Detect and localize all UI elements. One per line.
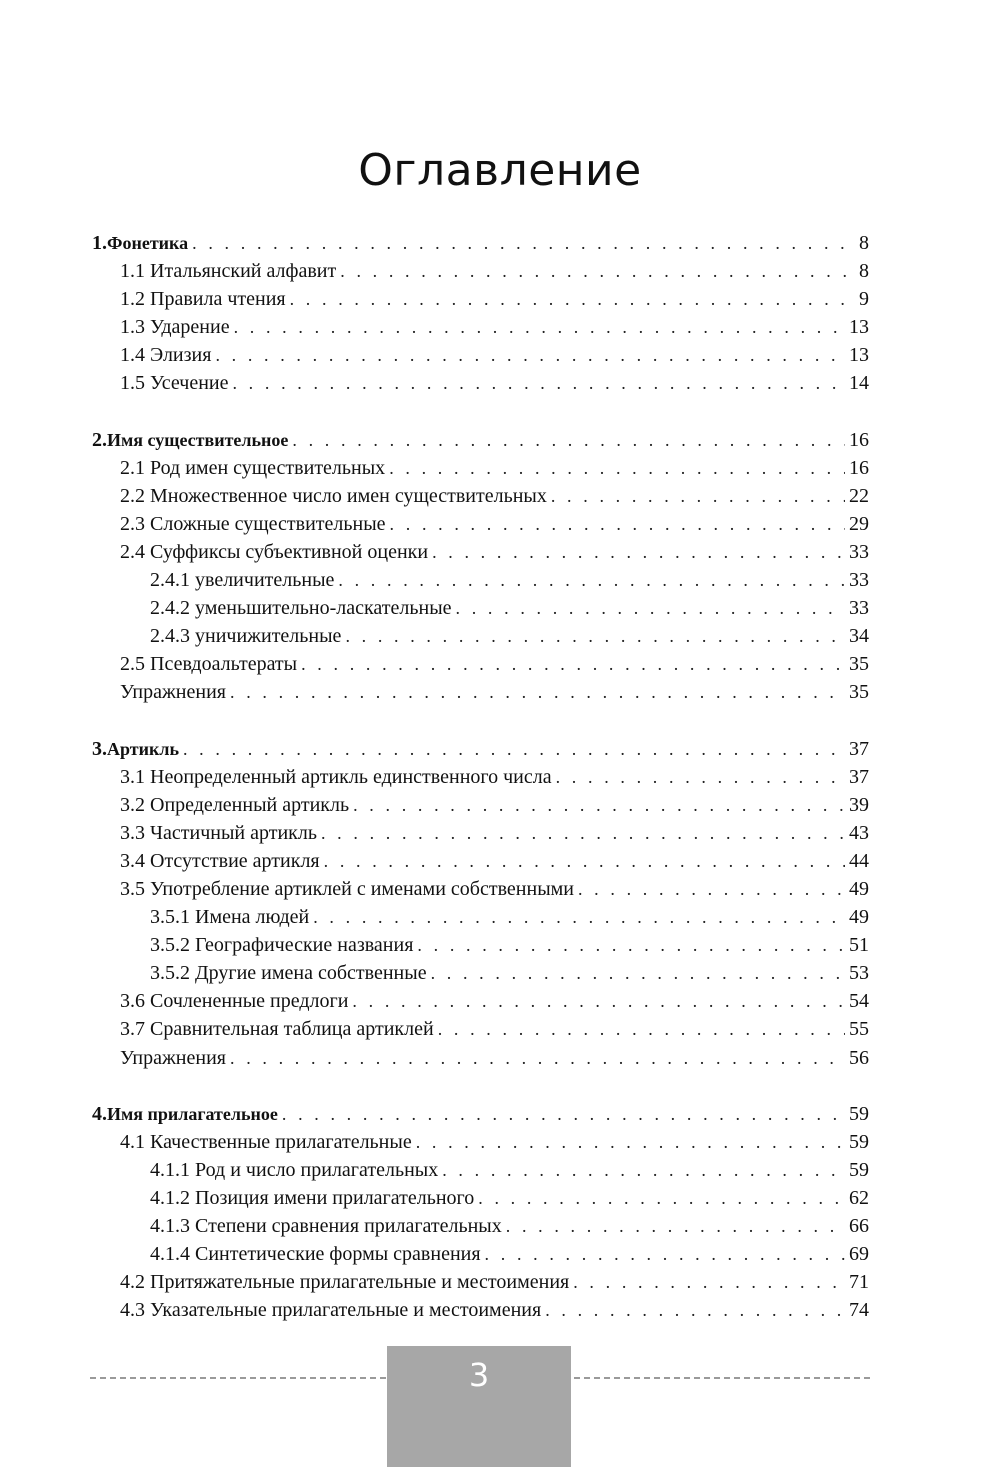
entry-label: 2.4 Суффиксы субъективной оценки: [120, 540, 429, 563]
toc-chapter-entry[interactable]: [92, 735, 869, 763]
toc-subsection-entry[interactable]: [92, 1156, 869, 1184]
entry-label: 2.4.1 увеличительные: [150, 569, 335, 592]
entry-label: 4.1.2 Позиция имени прилагательного: [150, 1186, 475, 1209]
page-ref: 69: [849, 1243, 869, 1266]
toc-subsection-entry[interactable]: [92, 931, 869, 959]
toc-subsection-entry[interactable]: [92, 1212, 869, 1240]
entry-label: 2.5 Псевдоальтераты: [120, 653, 298, 676]
dot-leader: [321, 819, 845, 847]
toc-section-entry[interactable]: [92, 987, 869, 1015]
footer-dashed-rule-left: [90, 1377, 386, 1379]
entry-label: Упражнения: [120, 1046, 226, 1069]
toc-subsection-entry[interactable]: [92, 1184, 869, 1212]
toc-section-entry[interactable]: [92, 763, 869, 791]
toc-chapter-entry[interactable]: [92, 426, 869, 454]
toc-section: [92, 1100, 869, 1325]
entry-label: 1.2 Правила чтения: [120, 288, 286, 311]
toc-section-entry[interactable]: [92, 285, 869, 313]
dot-leader: [556, 763, 845, 791]
dot-leader: [324, 847, 845, 875]
chapter-title: Фонетика: [107, 233, 189, 253]
entry-label: 1.5 Усечение: [120, 372, 229, 395]
entry-label: 3.5.2 Другие имена собственные: [150, 962, 427, 985]
dot-leader: [301, 650, 845, 678]
toc-section-entry[interactable]: [92, 847, 869, 875]
dot-leader: [551, 482, 845, 510]
entry-label: 4.1.4 Синтетические формы сравнения: [150, 1243, 481, 1266]
page-ref: 16: [849, 456, 869, 479]
dot-leader: [442, 1156, 845, 1184]
toc-section-entry[interactable]: [92, 1044, 869, 1072]
dot-leader: [578, 875, 845, 903]
dot-leader: [506, 1212, 845, 1240]
entry-label: 2.3 Сложные существительные: [120, 512, 386, 535]
page-ref: 59: [849, 1102, 869, 1125]
toc-section-entry[interactable]: [92, 678, 869, 706]
entry-label: 3.6 Сочлененные предлоги: [120, 990, 349, 1013]
toc-section-entry[interactable]: [92, 257, 869, 285]
dot-leader: [390, 510, 845, 538]
page-ref: 34: [849, 625, 869, 648]
page-ref: 37: [849, 765, 869, 788]
toc-subsection-entry[interactable]: [92, 594, 869, 622]
chapter-title: Имя прилагательное: [107, 1103, 278, 1124]
dot-leader: [313, 903, 845, 931]
toc-section-entry[interactable]: [92, 1296, 869, 1324]
toc-section-entry[interactable]: [92, 341, 869, 369]
page-ref: 14: [849, 372, 869, 395]
toc-section-entry[interactable]: [92, 538, 869, 566]
page-ref: 33: [849, 540, 869, 563]
dot-leader: [389, 454, 845, 482]
entry-label: 2.4.3 уничижительные: [150, 625, 342, 648]
toc-subsection-entry[interactable]: [92, 959, 869, 987]
toc-section-entry[interactable]: [92, 650, 869, 678]
toc-section-entry[interactable]: [92, 1128, 869, 1156]
dot-leader: [230, 678, 845, 706]
entry-label: 2.2 Множественное число имен существительных: [120, 484, 547, 507]
dot-leader: [230, 1044, 845, 1072]
toc-section: [92, 735, 869, 1072]
page-title: Оглавление: [358, 145, 642, 196]
entry-label: Упражнения: [120, 681, 226, 704]
chapter-number: 1.: [92, 232, 107, 254]
page-ref: 39: [849, 793, 869, 816]
dot-leader: [431, 959, 845, 987]
page-ref: 13: [849, 316, 869, 339]
dot-leader: [417, 931, 845, 959]
entry-label: 1.1 Итальянский алфавит: [120, 260, 337, 283]
page-ref: 55: [849, 1018, 869, 1041]
chapter-title: Артикль: [107, 738, 179, 759]
page-ref: 62: [849, 1186, 869, 1209]
dot-leader: [232, 369, 845, 397]
page-ref: 35: [849, 653, 869, 676]
page-ref: 29: [849, 512, 869, 535]
dot-leader: [353, 791, 845, 819]
entry-label: 1.3 Ударение: [120, 316, 230, 339]
entry-label: 3.2 Определенный артикль: [120, 793, 350, 816]
dot-leader: [545, 1296, 845, 1324]
entry-label: 4.2 Притяжательные прилагательные и местоимения: [120, 1271, 570, 1294]
toc-subsection-entry[interactable]: [92, 566, 869, 594]
dot-leader: [352, 987, 845, 1015]
entry-label: 4.1.3 Степени сравнения прилагательных: [150, 1215, 502, 1237]
dot-leader: [485, 1240, 845, 1268]
toc-section-entry[interactable]: [92, 454, 869, 482]
page-ref: 13: [849, 344, 869, 367]
dot-leader: [416, 1128, 845, 1156]
page-ref: 54: [849, 990, 869, 1013]
toc-section: [92, 426, 869, 707]
toc-section-entry[interactable]: [92, 819, 869, 847]
page-ref: 59: [849, 1130, 869, 1153]
dot-leader: [292, 426, 845, 454]
entry-label: 4.3 Указательные прилагательные и местоимения: [120, 1299, 542, 1322]
page-ref: 53: [849, 962, 869, 985]
toc-section-entry[interactable]: [92, 313, 869, 341]
page-ref: 9: [859, 288, 869, 311]
toc-chapter-entry[interactable]: [92, 1100, 869, 1128]
page-ref: 37: [849, 737, 869, 760]
page-ref: 49: [849, 877, 869, 900]
page-ref: 8: [859, 232, 869, 254]
dot-leader: [215, 341, 845, 369]
entry-label: 2.1 Род имен существительных: [120, 456, 386, 479]
toc-section-entry[interactable]: [92, 791, 869, 819]
toc-section-entry[interactable]: [92, 1015, 869, 1043]
dot-leader: [340, 257, 855, 285]
dot-leader: [432, 538, 845, 566]
page-ref: 35: [849, 681, 869, 704]
entry-label: 3.5 Употребление артиклей с именами собственными: [120, 877, 574, 900]
toc-section-entry[interactable]: [92, 482, 869, 510]
page-ref: 8: [859, 260, 869, 283]
entry-label: 3.5.2 Географические названия: [150, 934, 414, 957]
page-ref: 43: [849, 821, 869, 844]
dot-leader: [478, 1184, 845, 1212]
page-ref: 44: [849, 849, 869, 872]
dot-leader: [345, 622, 845, 650]
page-ref: 16: [849, 428, 869, 451]
chapter-title: Имя существительное: [107, 429, 289, 450]
page-ref: 71: [849, 1271, 869, 1294]
entry-label: 3.1 Неопределенный артикль единственного числа: [120, 765, 552, 788]
dot-leader: [183, 735, 845, 763]
toc-section-entry[interactable]: [92, 369, 869, 397]
dot-leader: [234, 313, 845, 341]
dot-leader: [456, 594, 845, 622]
page-ref: 74: [849, 1299, 869, 1322]
page-ref: 49: [849, 906, 869, 929]
page-ref: 22: [849, 484, 869, 507]
chapter-number: 4.: [92, 1102, 107, 1125]
page-ref: 59: [849, 1158, 869, 1181]
entry-label: 4.1.1 Род и число прилагательных: [150, 1158, 439, 1181]
toc-section: [92, 229, 869, 398]
entry-label: 3.3 Частичный артикль: [120, 821, 317, 844]
entry-label: 3.5.1 Имена людей: [150, 906, 310, 929]
page-ref: 33: [849, 597, 869, 620]
table-of-contents: [92, 229, 869, 1352]
entry-label: 3.4 Отсутствие артикля: [120, 849, 320, 872]
toc-subsection-entry[interactable]: [92, 903, 869, 931]
page-ref: 33: [849, 569, 869, 592]
page-ref: 66: [849, 1215, 869, 1237]
toc-subsection-entry[interactable]: [92, 1240, 869, 1268]
dot-leader: [192, 229, 855, 257]
entry-label: 2.4.2 уменьшительно-ласкательные: [150, 597, 452, 620]
toc-subsection-entry[interactable]: [92, 622, 869, 650]
dot-leader: [573, 1268, 845, 1296]
toc-section-entry[interactable]: [92, 1268, 869, 1296]
toc-chapter-entry[interactable]: [92, 229, 869, 257]
chapter-number: 2.: [92, 428, 107, 451]
footer-dashed-rule-right: [574, 1377, 870, 1379]
dot-leader: [338, 566, 845, 594]
page-ref: 56: [849, 1046, 869, 1069]
toc-section-entry[interactable]: [92, 875, 869, 903]
entry-label: 3.7 Сравнительная таблица артиклей: [120, 1018, 434, 1041]
entry-label: 1.4 Элизия: [120, 344, 212, 367]
dot-leader: [282, 1100, 845, 1128]
page-number-box: [387, 1346, 571, 1467]
dot-leader: [438, 1015, 845, 1043]
toc-section-entry[interactable]: [92, 510, 869, 538]
entry-label: 4.1 Качественные прилагательные: [120, 1130, 412, 1153]
page-number: 3: [468, 1356, 490, 1394]
page-ref: 51: [849, 934, 869, 957]
chapter-number: 3.: [92, 737, 107, 760]
dot-leader: [290, 285, 855, 313]
